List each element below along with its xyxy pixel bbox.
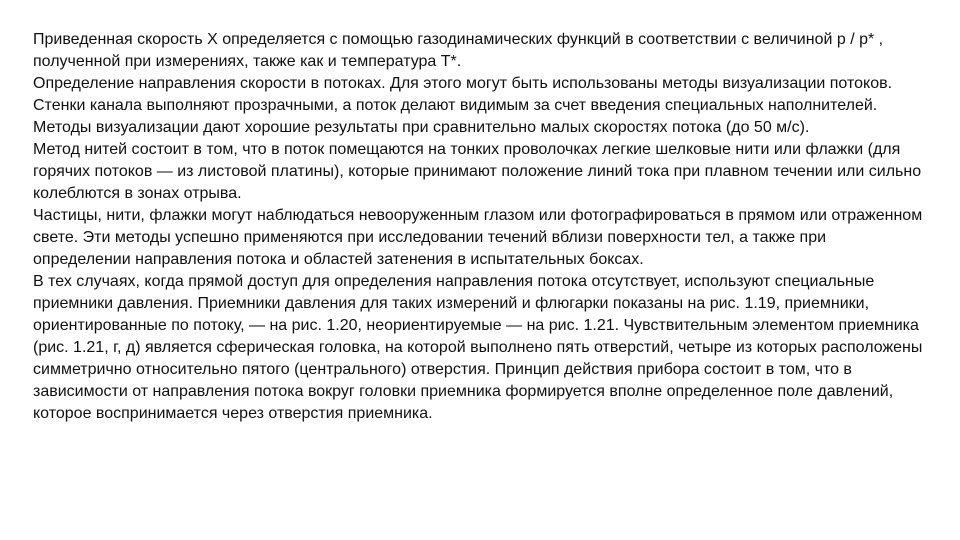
paragraph-pressure-receivers: В тех случаях, когда прямой доступ для определения направления потока отсутствует, используют специальные приемники давления. Приемники давления для таких измерений и флюгарки показаны на рис. 1.19, приемники, ориентированные по потоку, — на рис. 1.20, неориентируемые — на рис. 1.21. Чувствительным элементом приемника (рис. 1.21, г, д) является сферическая головка, на которой выполнено пять отверстий, четыре из которых расположены симметрично относительно пятого (центрального) отверстия. Принцип действия прибора состоит в том, что в зависимости от направления потока вокруг головки приемника формируется вполне определенное поле давлений, которое воспринимается через отверстия приемника. bbox=[33, 273, 923, 422]
paragraph-observation: Частицы, нити, флажки могут наблюдаться невооруженным глазом или фотографироваться в прямом или отраженном свете. Эти методы успешно применяются при исследовании течений вблизи поверхности тел, а также при определении направления потока и областей затенения в испытательных боксах. bbox=[33, 207, 923, 268]
paragraph-flow-direction: Определение направления скорости в потоках. Для этого могут быть использованы методы визуализации потоков. Стенки канала выполняют прозрачными, а поток делают видимым за счет введения специальных наполнителей. Методы визуализации дают хорошие результаты при сравнительно малых скоростях потока (до 50 м/с). bbox=[33, 75, 893, 136]
paragraph-thread-method: Метод нитей состоит в том, что в поток помещаются на тонких проволочках легкие шелковые нити или флажки (для горячих потоков — из листовой платины), которые принимают положение линий тока при плавном течении или сильно колеблются в зонах отрыва. bbox=[33, 141, 922, 202]
text-body bbox=[33, 29, 923, 425]
paragraph-reduced-velocity: Приведенная скорость X определяется с помощью газодинамических функций в соответствии с величиной p / p* , полученной при измерениях, также как и температура T*. bbox=[33, 31, 884, 70]
